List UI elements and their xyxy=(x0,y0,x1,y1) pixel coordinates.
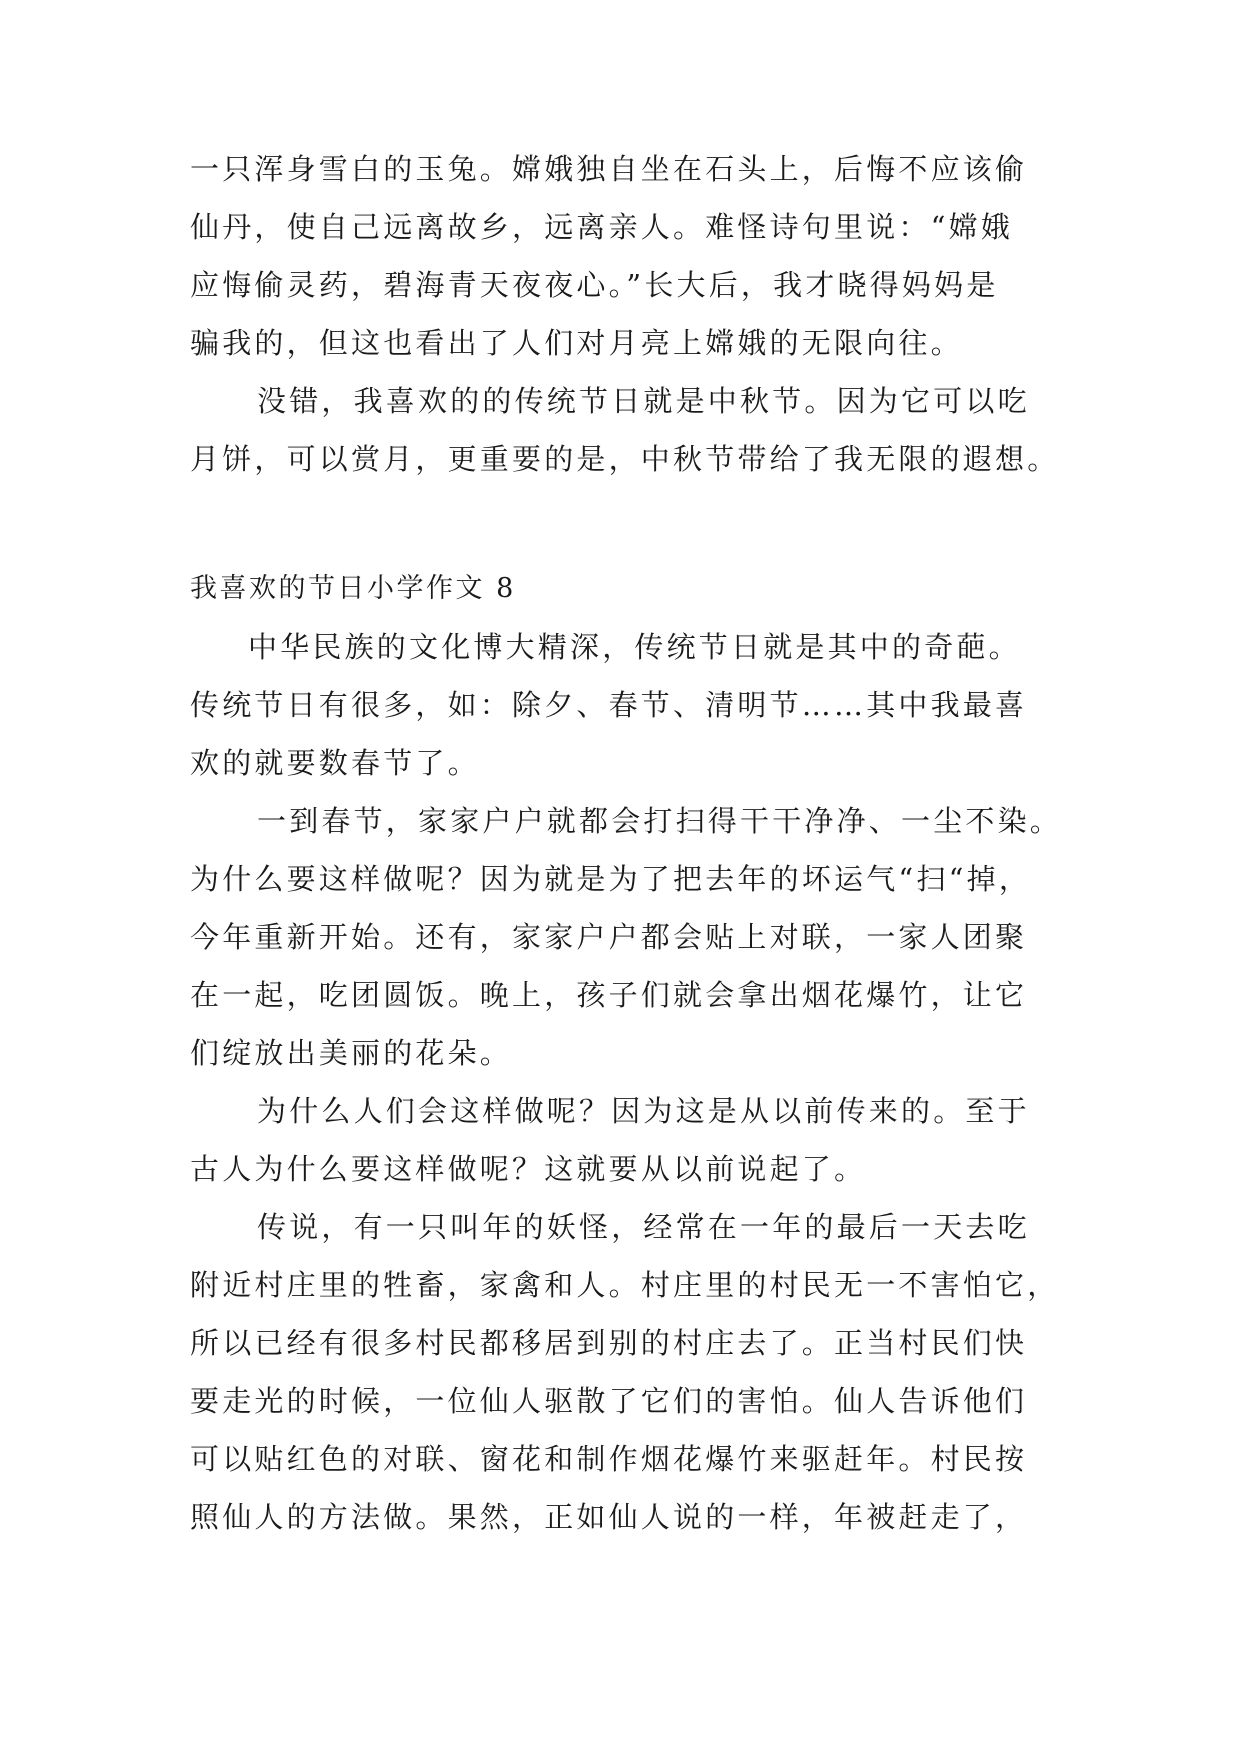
paragraph xyxy=(190,140,1070,372)
paragraph xyxy=(190,792,1070,1082)
text-line: 中华民族的文化博大精深，传统节日就是其中的奇葩。 xyxy=(248,630,1021,664)
text-line: 欢的就要数春节了。 xyxy=(190,746,480,780)
text-line: 为什么要这样做呢？因为就是为了把去年的坏运气“扫“掉， xyxy=(190,862,1032,896)
essay-continuation xyxy=(190,140,1070,488)
paragraph xyxy=(190,1082,1070,1198)
text-line: 要走光的时候，一位仙人驱散了它们的害怕。仙人告诉他们 xyxy=(190,1384,1028,1418)
essay-heading: 我喜欢的节日小学作文 8 xyxy=(190,573,516,604)
text-line: 附近村庄里的牲畜，家禽和人。村庄里的村民无一不害怕它， xyxy=(190,1268,1060,1302)
text-line: 今年重新开始。还有，家家户户都会贴上对联，一家人团聚 xyxy=(190,920,1028,954)
text-line: 骗我的，但这也看出了人们对月亮上嫦娥的无限向往。 xyxy=(190,326,963,360)
text-line: 在一起，吃团圆饭。晚上，孩子们就会拿出烟花爆竹，让它 xyxy=(190,978,1028,1012)
text-line: 所以已经有很多村民都移居到别的村庄去了。正当村民们快 xyxy=(190,1326,1028,1360)
text-line: 一到春节，家家户户就都会打扫得干干净净、一尘不染。 xyxy=(257,804,1063,838)
text-line: 月饼，可以赏月，更重要的是，中秋节带给了我无限的遐想。 xyxy=(190,442,1060,476)
essay-8 xyxy=(190,560,1070,1546)
text-line: 为什么人们会这样做呢？因为这是从以前传来的。至于 xyxy=(257,1094,1030,1128)
text-line: 没错，我喜欢的的传统节日就是中秋节。因为它可以吃 xyxy=(257,384,1030,418)
paragraph xyxy=(190,1198,1070,1546)
text-line: 传统节日有很多，如：除夕、春节、清明节……其中我最喜 xyxy=(190,688,1028,722)
text-line: 们绽放出美丽的花朵。 xyxy=(190,1036,513,1070)
text-line: 传说，有一只叫年的妖怪，经常在一年的最后一天去吃 xyxy=(257,1210,1030,1244)
text-line: 古人为什么要这样做呢？这就要从以前说起了。 xyxy=(190,1152,867,1186)
text-line: 可以贴红色的对联、窗花和制作烟花爆竹来驱赶年。村民按 xyxy=(190,1442,1028,1476)
text-line: 照仙人的方法做。果然，正如仙人说的一样，年被赶走了， xyxy=(190,1500,1028,1534)
text-line: 应悔偷灵药，碧海青天夜夜心。”长大后，我才晓得妈妈是 xyxy=(190,268,999,302)
paragraph xyxy=(190,372,1070,488)
paragraph xyxy=(190,618,1070,792)
text-line: 一只浑身雪白的玉兔。嫦娥独自坐在石头上，后悔不应该偷 xyxy=(190,152,1028,186)
text-line: 仙丹，使自己远离故乡，远离亲人。难怪诗句里说：“嫦娥 xyxy=(190,210,1014,244)
